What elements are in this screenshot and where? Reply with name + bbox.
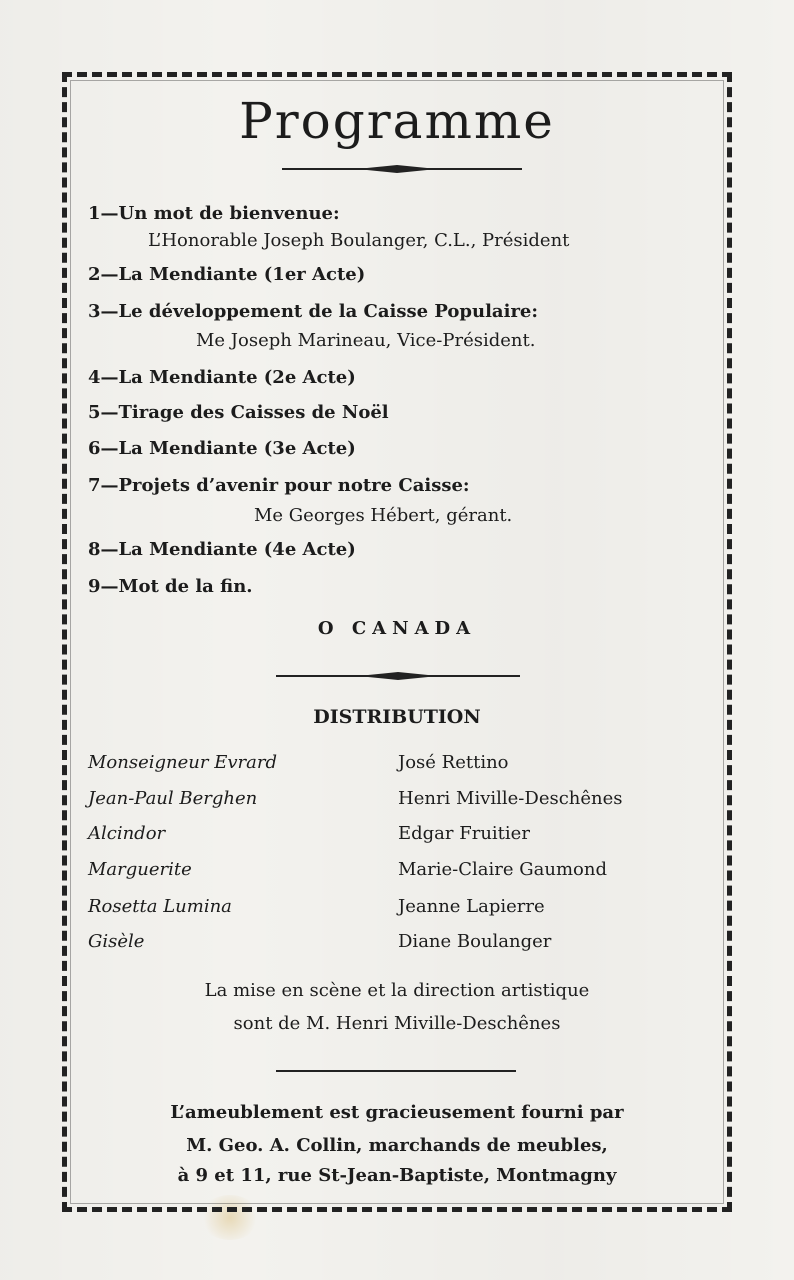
cast-actor: Marie-Claire Gaumond — [398, 859, 607, 880]
cast-role: Alcindor — [88, 823, 166, 844]
page-title: Programme — [239, 92, 555, 150]
program-item-9: 9—Mot de la fin. — [88, 576, 253, 597]
cast-role: Rosetta Lumina — [88, 896, 232, 917]
cast-actor: José Rettino — [398, 752, 509, 773]
furniture-line-3: à 9 et 11, rue St-Jean-Baptiste, Montmagny — [177, 1165, 617, 1186]
program-item-1-speaker: L’Honorable Joseph Boulanger, C.L., Président — [148, 230, 570, 251]
cast-role: Monseigneur Evrard — [88, 752, 277, 773]
cast-actor: Jeanne Lapierre — [398, 896, 545, 917]
cast-role: Jean-Paul Berghen — [88, 788, 258, 809]
program-item-3: 3—Le développement de la Caisse Populaire: — [88, 301, 539, 322]
distribution-heading: DISTRIBUTION — [313, 706, 481, 728]
cast-role: Marguerite — [88, 859, 192, 880]
program-item-1: 1—Un mot de bienvenue: — [88, 203, 340, 224]
section-rule-2 — [276, 1070, 516, 1072]
cast-actor: Henri Miville-Deschênes — [398, 788, 623, 809]
furniture-line-2: M. Geo. A. Collin, marchands de meubles, — [186, 1135, 608, 1156]
program-item-4: 4—La Mendiante (2e Acte) — [88, 367, 356, 388]
program-item-2: 2—La Mendiante (1er Acte) — [88, 264, 366, 285]
program-item-7-speaker: Me Georges Hébert, gérant. — [254, 505, 513, 526]
furniture-line-1: L’ameublement est gracieusement fourni par — [170, 1102, 624, 1123]
program-item-5: 5—Tirage des Caisses de Noël — [88, 402, 389, 423]
cast-actor: Diane Boulanger — [398, 931, 552, 952]
program-item-8: 8—La Mendiante (4e Acte) — [88, 539, 356, 560]
program-item-7: 7—Projets d’avenir pour notre Caisse: — [88, 475, 470, 496]
program-item-6: 6—La Mendiante (3e Acte) — [88, 438, 356, 459]
cast-actor: Edgar Fruitier — [398, 823, 530, 844]
cast-role: Gisèle — [88, 931, 145, 952]
program-item-3-speaker: Me Joseph Marineau, Vice-Président. — [196, 330, 536, 351]
anthem-line: O CANADA — [317, 618, 477, 639]
direction-line-2: sont de M. Henri Miville-Deschênes — [233, 1013, 561, 1034]
direction-line-1: La mise en scène et la direction artistique — [204, 980, 590, 1001]
